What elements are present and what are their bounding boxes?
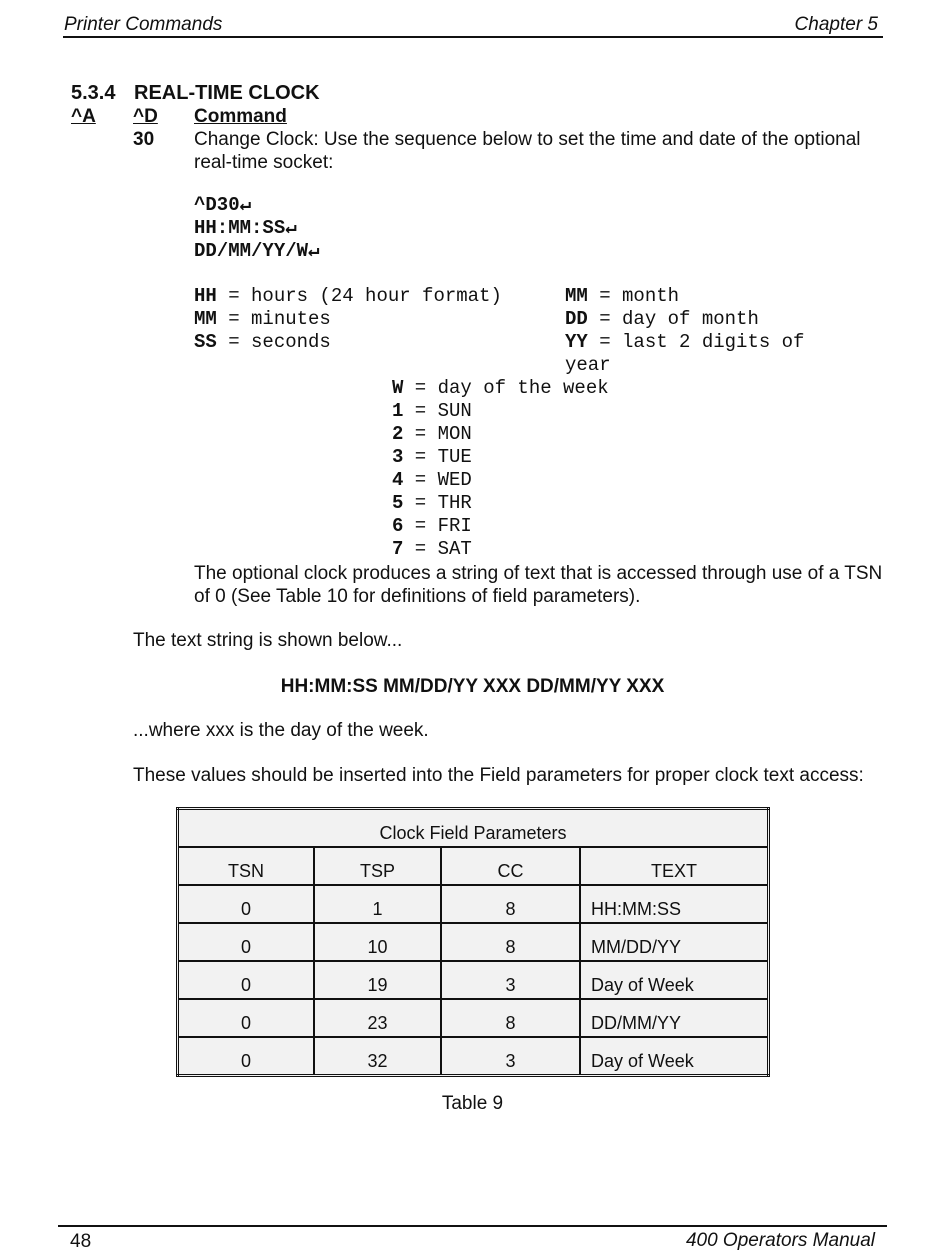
table-cell: 23 <box>314 999 441 1037</box>
legend-item: DD = day of month <box>565 308 759 330</box>
column-d-label: ^D <box>133 106 158 127</box>
paragraph: ...where xxx is the day of the week. <box>133 720 429 741</box>
section-number: 5.3.4 <box>71 82 116 104</box>
table-cell: 3 <box>441 961 580 999</box>
page-number: 48 <box>70 1231 92 1252</box>
column-a-label: ^A <box>71 106 96 127</box>
table-cell: 8 <box>441 923 580 961</box>
column-header: TEXT <box>580 847 769 885</box>
format-string: HH:MM:SS MM/DD/YY XXX DD/MM/YY XXX <box>280 676 665 697</box>
table-title: Clock Field Parameters <box>178 809 769 848</box>
table-cell: 8 <box>441 999 580 1037</box>
section-title: REAL-TIME CLOCK <box>134 82 320 104</box>
sequence-line: ^D30↵ <box>194 194 252 216</box>
table-cell: 19 <box>314 961 441 999</box>
weekday-item: 6 = FRI <box>392 515 472 537</box>
header-right: Chapter 5 <box>794 14 878 35</box>
table-cell: 1 <box>314 885 441 923</box>
command-description-line1: Change Clock: Use the sequence below to set the time and date of the optional <box>194 129 861 150</box>
table-caption: Table 9 <box>441 1093 504 1114</box>
legend-item: YY = last 2 digits of <box>565 331 805 353</box>
table-title-row <box>178 809 769 848</box>
column-command-label: Command <box>194 106 287 127</box>
sequence-line: HH:MM:SS↵ <box>194 217 297 239</box>
table-cell: 0 <box>178 999 315 1037</box>
column-header: CC <box>441 847 580 885</box>
paragraph-line: of 0 (See Table 10 for definitions of field parameters). <box>194 586 641 607</box>
weekday-item: 5 = THR <box>392 492 472 514</box>
paragraph: These values should be inserted into the Field parameters for proper clock text access: <box>133 765 864 786</box>
weekday-item: 1 = SUN <box>392 400 472 422</box>
table-cell: Day of Week <box>580 961 769 999</box>
table-cell: 0 <box>178 1037 315 1076</box>
table-row <box>178 923 769 961</box>
table-cell: 0 <box>178 923 315 961</box>
column-header: TSP <box>314 847 441 885</box>
weekday-item: 7 = SAT <box>392 538 472 560</box>
legend-item: SS = seconds <box>194 331 331 353</box>
legend-item: MM = month <box>565 285 680 307</box>
weekday-item: 2 = MON <box>392 423 472 445</box>
legend-item-wrap: year <box>565 354 611 376</box>
sequence-line: DD/MM/YY/W↵ <box>194 240 320 262</box>
column-header: TSN <box>178 847 315 885</box>
paragraph: The text string is shown below... <box>133 630 403 651</box>
table-row <box>178 961 769 999</box>
table-row <box>178 885 769 923</box>
footer-rule <box>58 1225 887 1227</box>
table-cell: DD/MM/YY <box>580 999 769 1037</box>
command-code: 30 <box>133 129 155 150</box>
table-header-row <box>178 847 769 885</box>
legend-item: HH = hours (24 hour format) <box>194 285 502 307</box>
table-cell: Day of Week <box>580 1037 769 1076</box>
legend-item: MM = minutes <box>194 308 331 330</box>
weekday-item: 3 = TUE <box>392 446 472 468</box>
table-cell: HH:MM:SS <box>580 885 769 923</box>
weekday-item: W = day of the week <box>392 377 609 399</box>
table-row <box>178 999 769 1037</box>
command-description-line2: real-time socket: <box>194 152 334 173</box>
paragraph-line: The optional clock produces a string of text that is accessed through use of a TSN <box>194 563 883 584</box>
table-cell: 0 <box>178 885 315 923</box>
table-cell: 3 <box>441 1037 580 1076</box>
table-row <box>178 1037 769 1076</box>
table-cell: 0 <box>178 961 315 999</box>
weekday-item: 4 = WED <box>392 469 472 491</box>
table-cell: 8 <box>441 885 580 923</box>
table-cell: MM/DD/YY <box>580 923 769 961</box>
table-cell: 10 <box>314 923 441 961</box>
table-cell: 32 <box>314 1037 441 1076</box>
clock-field-parameters-table <box>176 807 770 1077</box>
manual-title: 400 Operators Manual <box>685 1230 875 1251</box>
header-left: Printer Commands <box>64 14 223 35</box>
header-rule <box>63 36 883 38</box>
